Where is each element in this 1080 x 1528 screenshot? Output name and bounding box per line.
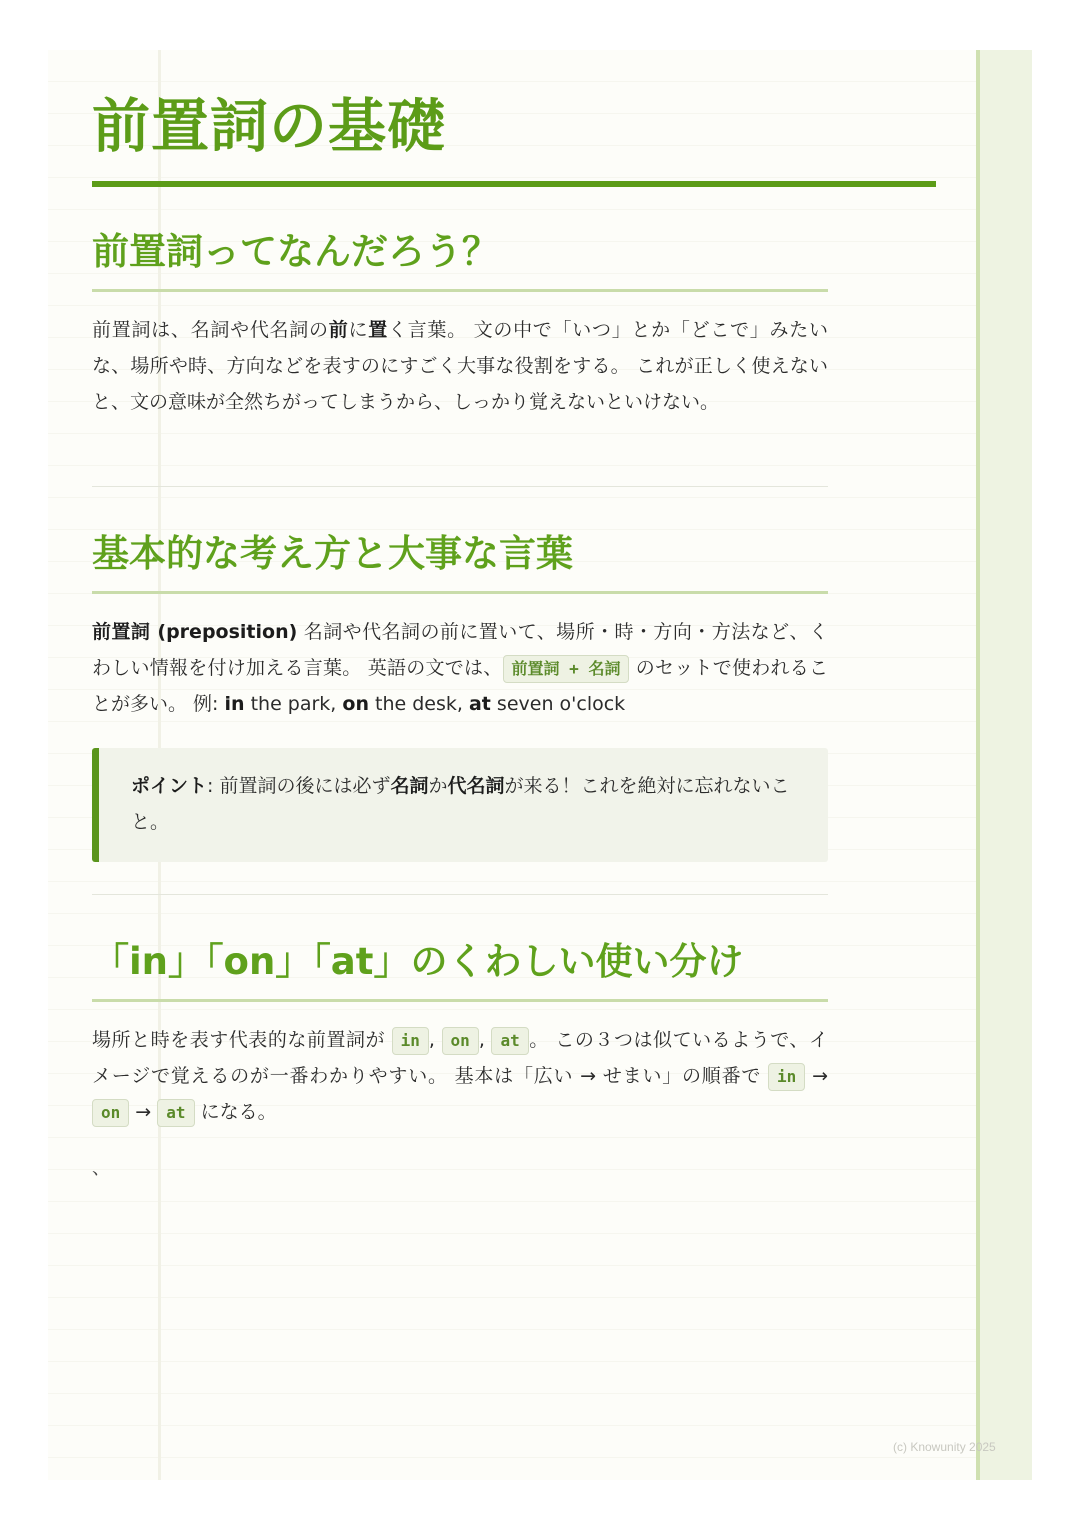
- arrow-text: →: [129, 1101, 158, 1123]
- point-callout: [92, 748, 828, 862]
- text-run: 。 この３つは似ているようで、イメージで覚えるのが一番わかりやすい。 基本は「広い → せまい」の順番で: [92, 1029, 828, 1087]
- code-chip: on: [92, 1099, 129, 1127]
- right-decorative-band: [976, 50, 1032, 1480]
- text-run: 名詞や代名詞の前に置いて、場所・時・方向・方法など、くわしい情報を付け加える言葉。 英語の文では、: [92, 621, 828, 679]
- section2-definition: [92, 614, 828, 722]
- text-run: に: [348, 319, 369, 341]
- section-divider: [92, 486, 828, 487]
- text-run: the desk,: [368, 693, 469, 715]
- section-divider: [92, 894, 828, 895]
- code-chip: in: [768, 1063, 805, 1091]
- text-run: : 前置詞の後には必ず: [207, 775, 391, 797]
- text-run: the park,: [244, 693, 343, 715]
- section3-heading-rule: [92, 999, 828, 1002]
- section2-heading: 基本的な考え方と大事な言葉: [92, 532, 573, 575]
- callout-text: [131, 768, 799, 840]
- text-run: ,: [478, 1029, 485, 1051]
- definition-term: 前置詞 (preposition): [92, 621, 298, 643]
- code-chip: in: [392, 1027, 429, 1055]
- bold-term: 名詞: [390, 775, 429, 797]
- code-chip: 前置詞 + 名詞: [503, 655, 630, 683]
- code-chip: at: [157, 1099, 194, 1127]
- text-run: seven o'clock: [490, 693, 626, 715]
- stray-mark: 、: [92, 1158, 110, 1179]
- code-chip: at: [491, 1027, 528, 1055]
- section3-heading: 「in」「on」「at」のくわしい使い分け: [92, 940, 744, 983]
- text-run: のセットで使われることが多い。 例:: [92, 657, 828, 715]
- text-run: ,: [428, 1029, 435, 1051]
- example-word: on: [342, 693, 369, 715]
- section2-heading-rule: [92, 591, 828, 594]
- text-run: 前置詞は、名詞や代名詞の: [92, 319, 329, 341]
- callout-label: ポイント: [131, 775, 208, 797]
- document-page: [48, 50, 1032, 1480]
- bold-term: 代名詞: [447, 775, 505, 797]
- title-underline: [92, 181, 936, 187]
- example-word: at: [468, 693, 491, 715]
- text-run: が来る！これを絶対に忘れないこと。: [131, 775, 790, 833]
- bold-term: 前: [328, 319, 349, 341]
- example-word: in: [224, 693, 245, 715]
- text-run: 場所と時を表す代表的な前置詞が: [92, 1029, 392, 1051]
- page-title: 前置詞の基礎: [92, 92, 447, 160]
- section3-paragraph: [92, 1022, 828, 1130]
- text-run: か: [428, 775, 448, 797]
- section1-heading: 前置詞ってなんだろう？: [92, 230, 499, 273]
- text-run: く言葉。 文の中で「いつ」とか「どこで」みたいな、場所や時、方向などを表すのにすごく大事な役割をする。 これが正しく使えないと、文の意味が全然ちがってしまうから、しっかり覚えないといけない。: [92, 319, 828, 413]
- section1-heading-rule: [92, 289, 828, 292]
- copyright-footer: (c) Knowunity 2025: [893, 1440, 996, 1454]
- bold-term: 置: [368, 319, 388, 341]
- section1-paragraph: [92, 312, 828, 420]
- code-chip: on: [442, 1027, 479, 1055]
- text-run: になる。: [194, 1101, 277, 1123]
- arrow-text: →: [805, 1065, 828, 1087]
